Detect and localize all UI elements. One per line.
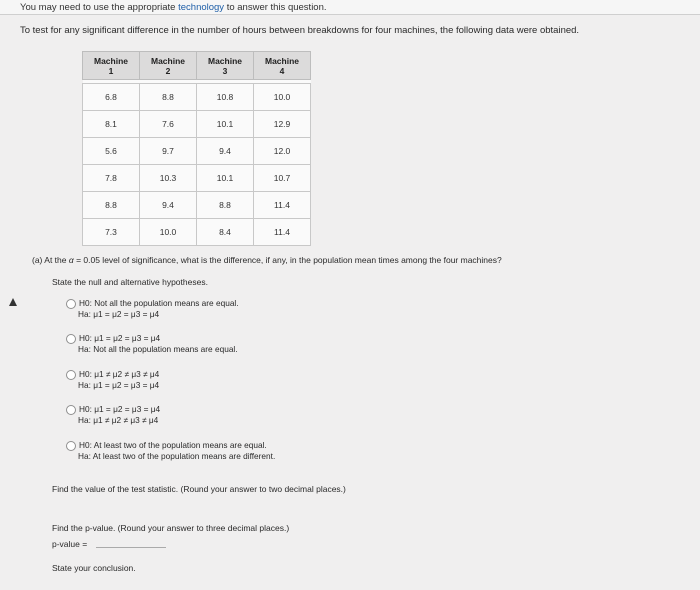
table-cell: 9.4: [140, 192, 197, 219]
radio-button[interactable]: [66, 299, 76, 309]
table-cell: 10.0: [254, 84, 311, 111]
hypothesis-option-1[interactable]: [66, 298, 239, 320]
table-cell: 10.8: [197, 84, 254, 111]
machine-3-header: Machine 3: [197, 52, 254, 80]
table-cell: 7.3: [83, 219, 140, 246]
pvalue-prompt: Find the p-value. (Round your answer to three decimal places.): [52, 523, 290, 533]
table-cell: 12.9: [254, 111, 311, 138]
table-row: [83, 84, 311, 111]
hypothesis-option-5[interactable]: [66, 440, 275, 462]
table-cell: 9.4: [197, 138, 254, 165]
technology-note: [20, 2, 327, 13]
option-3-ha: Ha: μ1 = μ2 = μ3 = μ4: [78, 380, 160, 390]
radio-button[interactable]: [66, 370, 76, 380]
option-1-ha: Ha: μ1 = μ2 = μ3 = μ4: [78, 309, 160, 319]
machine-2-header: Machine 2: [140, 52, 197, 80]
option-5-ha: Ha: At least two of the population means are different.: [78, 451, 276, 461]
table-cell: 11.4: [254, 192, 311, 219]
technology-link[interactable]: technology: [178, 2, 225, 13]
hypothesis-option-2[interactable]: [66, 333, 238, 355]
table-cell: 10.0: [140, 219, 197, 246]
pvalue-input[interactable]: [96, 537, 166, 548]
table-cell: 8.8: [140, 84, 197, 111]
table-row: [83, 165, 311, 192]
table-row: [83, 138, 311, 165]
option-3-h0: H0: μ1 ≠ μ2 ≠ μ3 ≠ μ4: [79, 369, 160, 379]
table-cell: 10.1: [197, 111, 254, 138]
table-cell: 8.8: [197, 192, 254, 219]
option-2-ha: Ha: Not all the population means are equal.: [78, 344, 238, 354]
option-5-h0: H0: At least two of the population means are equal.: [79, 440, 267, 450]
table-cell: 9.7: [140, 138, 197, 165]
table-cell: 6.8: [83, 84, 140, 111]
table-row: [83, 111, 311, 138]
option-2-h0: H0: μ1 = μ2 = μ3 = μ4: [79, 333, 161, 343]
mouse-cursor: [9, 298, 17, 306]
machine-1-header: Machine 1: [83, 52, 140, 80]
pvalue-label: p-value =: [52, 539, 88, 549]
radio-button[interactable]: [66, 405, 76, 415]
table-row: [83, 219, 311, 246]
test-statistic-prompt: Find the value of the test statistic. (Round your answer to two decimal places.): [52, 484, 346, 494]
table-row: [83, 192, 311, 219]
table-cell: 8.8: [83, 192, 140, 219]
radio-button[interactable]: [66, 441, 76, 451]
radio-button[interactable]: [66, 334, 76, 344]
part-a-question: (a) At the α = 0.05 level of significance, what is the difference, if any, in the population mean times among the four machines?: [32, 255, 502, 265]
option-1-h0: H0: Not all the population means are equal.: [79, 298, 239, 308]
hypothesis-option-4[interactable]: [66, 404, 160, 426]
conclusion-prompt: State your conclusion.: [52, 563, 136, 573]
note-suffix: to answer this question.: [224, 2, 327, 13]
table-cell: 10.3: [140, 165, 197, 192]
machine-4-header: Machine 4: [254, 52, 311, 80]
table-cell: 10.1: [197, 165, 254, 192]
question-content: [0, 15, 700, 590]
table-cell: 12.0: [254, 138, 311, 165]
data-table: [82, 51, 311, 246]
hypothesis-option-3[interactable]: [66, 369, 159, 391]
table-cell: 8.1: [83, 111, 140, 138]
note-prefix: You may need to use the appropriate: [20, 2, 179, 13]
table-cell: 5.6: [83, 138, 140, 165]
table-cell: 8.4: [197, 219, 254, 246]
table-cell: 7.6: [140, 111, 197, 138]
table-cell: 11.4: [254, 219, 311, 246]
table-cell: 10.7: [254, 165, 311, 192]
table-cell: 7.8: [83, 165, 140, 192]
option-4-h0: H0: μ1 = μ2 = μ3 = μ4: [79, 404, 161, 414]
option-4-ha: Ha: μ1 ≠ μ2 ≠ μ3 ≠ μ4: [78, 415, 159, 425]
state-hypotheses-label: State the null and alternative hypotheses.: [52, 277, 208, 287]
intro-text: To test for any significant difference in the number of hours between breakdowns for four machines, the following data were obtained.: [20, 25, 580, 36]
